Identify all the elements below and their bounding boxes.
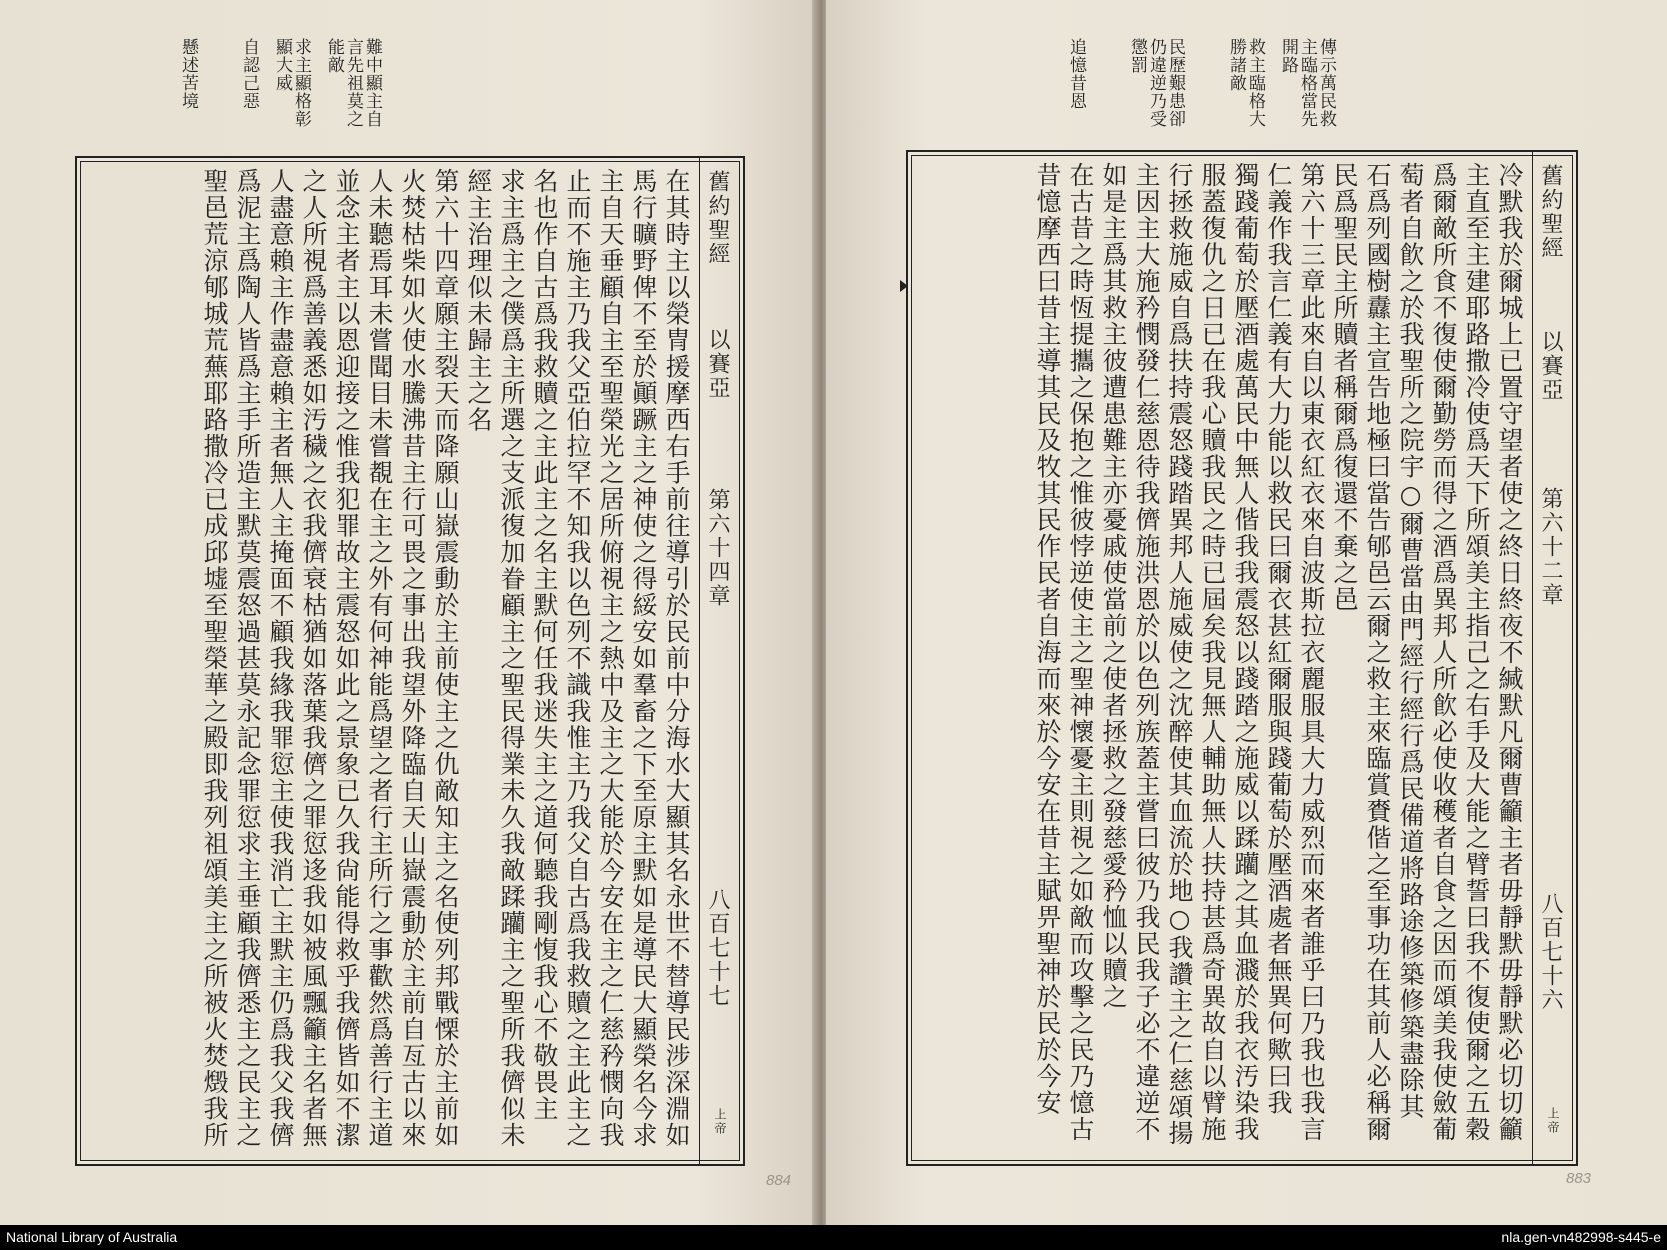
right-body-columns (918, 162, 1524, 1154)
text-column: 冷默我於爾城上已置守望者使之終日終夜不緘默凡爾曹籲主者毋靜默毋靜默必切切籲 (1495, 162, 1524, 1143)
text-column: 經主治理似未歸主之名 (464, 168, 493, 433)
right-text-frame (906, 150, 1578, 1166)
text-column: 行拯救施威自爲扶持震怒踐踏異邦人施威使之沈醉使其血流於地○我讚主之仁慈頌揚 (1165, 162, 1194, 1147)
pencil-page-mark: 884 (766, 1172, 792, 1189)
text-column: 止而不施主乃我父亞伯拉罕不知我以色列不識我惟主乃我父自古爲我救贖之主此主之 (563, 168, 592, 1149)
catalog-id: nla.gen-vn482998-s445-e (1501, 1229, 1661, 1245)
text-column: 人未聽焉耳未嘗聞目未嘗覩在主之外有何神能爲望之者行主所行之事歡然爲善行主道 (365, 168, 394, 1149)
book-title: 舊約聖經 (705, 170, 730, 266)
pencil-page-mark: 883 (1566, 1170, 1592, 1187)
right-marginal-notes (946, 38, 1335, 148)
chapter-label: 第六十四章 (705, 488, 730, 608)
text-column: 服蓋復仇之日已在我心贖我民之時已屆矣我見無人輔助無人扶持甚爲奇異故自以臂施 (1198, 162, 1227, 1143)
text-column: 求主爲主之僕爲主所選之支派復加眷顧主之聖民得業未久我敵蹂躪主之聖所我儕似未 (497, 168, 526, 1149)
text-column: 火焚枯柴如火使水騰沸昔主行可畏之事出我望外降臨自天山嶽震動於主前自亙古以來 (398, 168, 427, 1149)
section-mark: 上帝 (713, 1108, 727, 1136)
marginal-note: 難中顯主自言先祖莫之能敵 (324, 38, 382, 128)
text-column: 萄者自飮之於我聖所之院宇○爾曹當由門經行經行爲民備道將路途修築修築盡除其 (1396, 162, 1425, 1120)
text-column: 昔憶摩西曰昔主導其民及牧其民作民者自海而來於今安在昔主賦畀聖神於民於今安 (1033, 162, 1062, 1116)
text-column: 第六十四章願主裂天而降願山嶽震動於主前使主之仇敵知主之名使列邦戰慄於主前如 (431, 168, 460, 1149)
marginal-note: 懸述苦境 (178, 38, 198, 110)
text-column: 獨踐葡萄於壓酒處萬民中無人偕我我震怒以踐踏之施威以蹂躪之其血濺於我衣汚染我 (1231, 162, 1260, 1143)
marginal-note: 民歷艱患卻仍違逆乃受懲罰 (1127, 38, 1185, 128)
section-mark: 上帝 (1546, 1107, 1560, 1135)
text-column: 主自天垂顧自主至聖榮光之居所俯視主之熱中及主之大能於今安在主之仁慈矜憫向我 (596, 168, 625, 1149)
page-number: 八百七十六 (1538, 892, 1563, 1012)
text-column: 主直至主建耶路撒冷使爲天下所頌美主指己之右手及大能之臂誓曰我不復使爾之五穀 (1462, 162, 1491, 1143)
book-name: 以賽亞 (705, 328, 730, 400)
marginal-note: 求主顯格彰顯大威 (272, 38, 311, 128)
text-column: 之人所視爲善義悉如汚穢之衣我儕衰枯猶如落葉我儕之罪愆迻我如被風飄籲主名者無 (299, 168, 328, 1149)
chapter-label: 第六十二章 (1538, 487, 1563, 607)
library-credit: National Library of Australia (6, 1229, 178, 1245)
marginal-note: 救主臨格大勝諸敵 (1226, 38, 1265, 128)
left-text-frame (75, 156, 745, 1166)
right-page (826, 0, 1667, 1225)
book-title: 舊約聖經 (1538, 164, 1563, 260)
text-column: 聖邑荒涼郇城荒蕪耶路撒冷已成邱墟至聖榮華之殿即我列祖頌美主之所被火焚燬我所 (200, 168, 229, 1149)
text-column: 並念主者主以恩迎接之惟我犯罪故主震怒如此之景象已久我尙能得救乎我儕皆如不潔 (332, 168, 361, 1149)
text-column: 在其時主以榮冑援摩西右手前往導引於民前中分海水大顯其名永世不替導民涉深淵如 (662, 168, 691, 1149)
right-running-header (1532, 152, 1576, 1164)
marginal-note: 傳示萬民救主臨格當先開路 (1278, 38, 1336, 128)
text-column: 如是主爲其救主彼遭患難主亦憂戚使當前之使者拯救之發慈愛矜恤以贖之 (1099, 162, 1128, 1010)
left-body-columns (87, 168, 691, 1154)
text-column: 在古昔之時恆提攜之保抱之惟彼悖逆使主之聖神懷憂主則視之如敵而攻擊之民乃憶古 (1066, 162, 1095, 1143)
text-column: 名也作自古爲我救贖之主此主之名主默何任我迷失主之道何聽我剛愎我心不敬畏主 (530, 168, 559, 1122)
text-column: 第六十三章此來自以東衣紅衣來自波斯拉衣麗服具大力威烈而來者誰乎曰乃我也我言 (1297, 162, 1326, 1143)
text-column: 主因主大施矜憫發仁慈恩待我儕施洪恩於以色列族蓋主嘗曰彼乃我民我子必不違逆不 (1132, 162, 1161, 1143)
text-column: 民爲聖民主所贖者稱爾爲復還不棄之邑 (1330, 162, 1359, 613)
book-name: 以賽亞 (1538, 330, 1563, 402)
left-running-header (699, 158, 743, 1164)
text-column: 石爲列國樹纛主宣告地極曰當告郇邑云爾之救主來臨賞賚偕之至事功在其前人必稱爾 (1363, 162, 1392, 1143)
marginal-note: 自認己惡 (239, 38, 259, 110)
text-column: 馬行曠野俾不至於顚蹶主之神使之得綏安如羣畜之下至原主默如是導民大顯榮名今求 (629, 168, 658, 1149)
marginal-note: 追憶昔恩 (1066, 38, 1086, 110)
text-column: 仁義作我言仁義有大力能以救民曰爾衣甚紅爾服與踐葡萄於壓酒處者無異何歟曰我 (1264, 162, 1293, 1116)
text-column: 爲爾敵所食不復使爾勤勞而得之酒爲異邦人所飮必使收穫者自食之因而頌美我使斂葡 (1429, 162, 1458, 1143)
page-number: 八百七十七 (705, 888, 730, 1008)
left-marginal-notes (150, 38, 381, 148)
left-page (0, 0, 816, 1225)
image-credit-bar (0, 1225, 1667, 1250)
text-column: 爲泥主爲陶人皆爲主手所造主默莫震怒過甚莫永記念罪愆求主垂顧我儕悉主之民主之 (233, 168, 262, 1149)
text-column: 人盡意賴主作盡意賴主者無人主掩面不顧我緣我罪愆主使我消亡主默主仍爲我父我儕 (266, 168, 295, 1149)
